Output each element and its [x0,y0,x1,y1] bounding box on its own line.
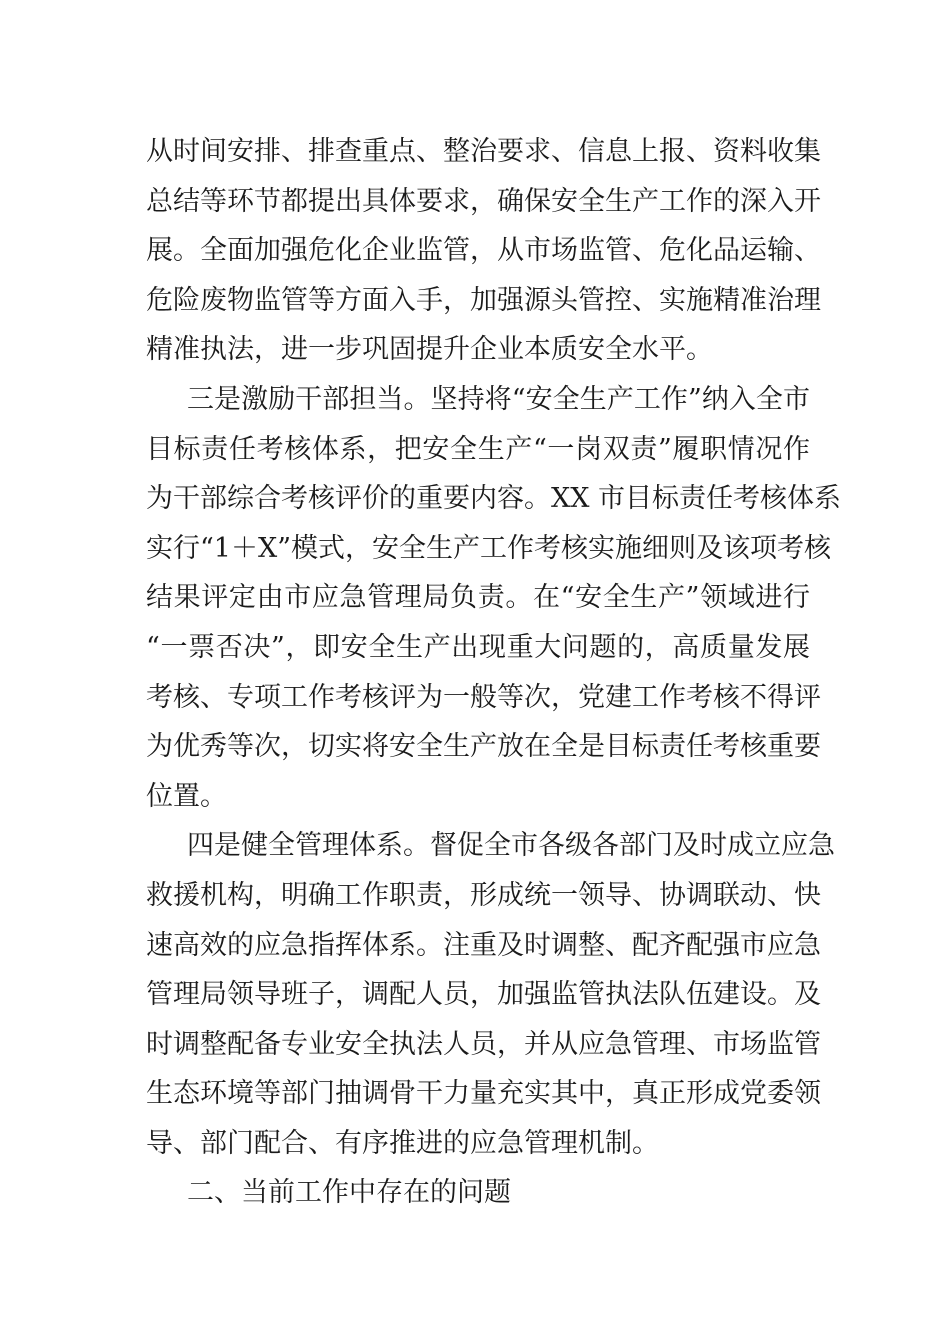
text-line: 展。全面加强危化企业监管，从市场监管、危化品运输、 [146,235,821,267]
text-line: 导、部门配合、有序推进的应急管理机制。 [146,1127,659,1159]
text-line: 精准执法，进一步巩固提升企业本质安全水平。 [146,334,713,366]
section-heading [146,1168,810,1218]
text-line: 总结等环节都提出具体要求，确保安全生产工作的深入开 [146,185,821,217]
text-line: 考核、专项工作考核评为一般等次，党建工作考核不得评 [146,681,821,713]
text-line: 危险废物监管等方面入手，加强源头管控、实施精准治理 [146,284,821,316]
text-line: 实行“1＋X”模式，安全生产工作考核实施细则及该项考核 [146,532,832,564]
text-line: 位置。 [146,780,227,812]
document-body [146,127,842,1218]
paragraph-continuation [146,127,821,375]
text-line: 时调整配备专业安全执法人员，并从应急管理、市场监管 [146,1028,821,1060]
text-line: 目标责任考核体系，把安全生产“一岗双责”履职情况作 [146,433,810,465]
paragraph-management-system [146,821,835,1168]
text-line: 救援机构，明确工作职责，形成统一领导、协调联动、快 [146,879,821,911]
text-line: 为优秀等次，切实将安全生产放在全是目标责任考核重要 [146,731,821,763]
text-line: 从时间安排、排查重点、整治要求、信息上报、资料收集 [146,136,821,167]
paragraph-incentivize-cadres [146,375,842,821]
text-line: 生态环境等部门抽调骨干力量充实其中，真正形成党委领 [146,1078,821,1110]
text-line: 为干部综合考核评价的重要内容。XX 市目标责任考核体系 [146,483,842,515]
text-line: 管理局领导班子，调配人员，加强监管执法队伍建设。及 [146,979,821,1011]
text-line: 三是激励干部担当。坚持将“安全生产工作”纳入全市 [187,383,810,415]
text-line: 四是健全管理体系。督促全市各级各部门及时成立应急 [187,830,835,862]
text-line: 速高效的应急指挥体系。注重及时调整、配齐配强市应急 [146,929,821,961]
section-heading-text: 二、当前工作中存在的问题 [187,1177,511,1209]
text-line: “一票否决”，即安全生产出现重大问题的，高质量发展 [146,631,810,663]
text-line: 结果评定由市应急管理局负责。在“安全生产”领域进行 [146,582,810,614]
